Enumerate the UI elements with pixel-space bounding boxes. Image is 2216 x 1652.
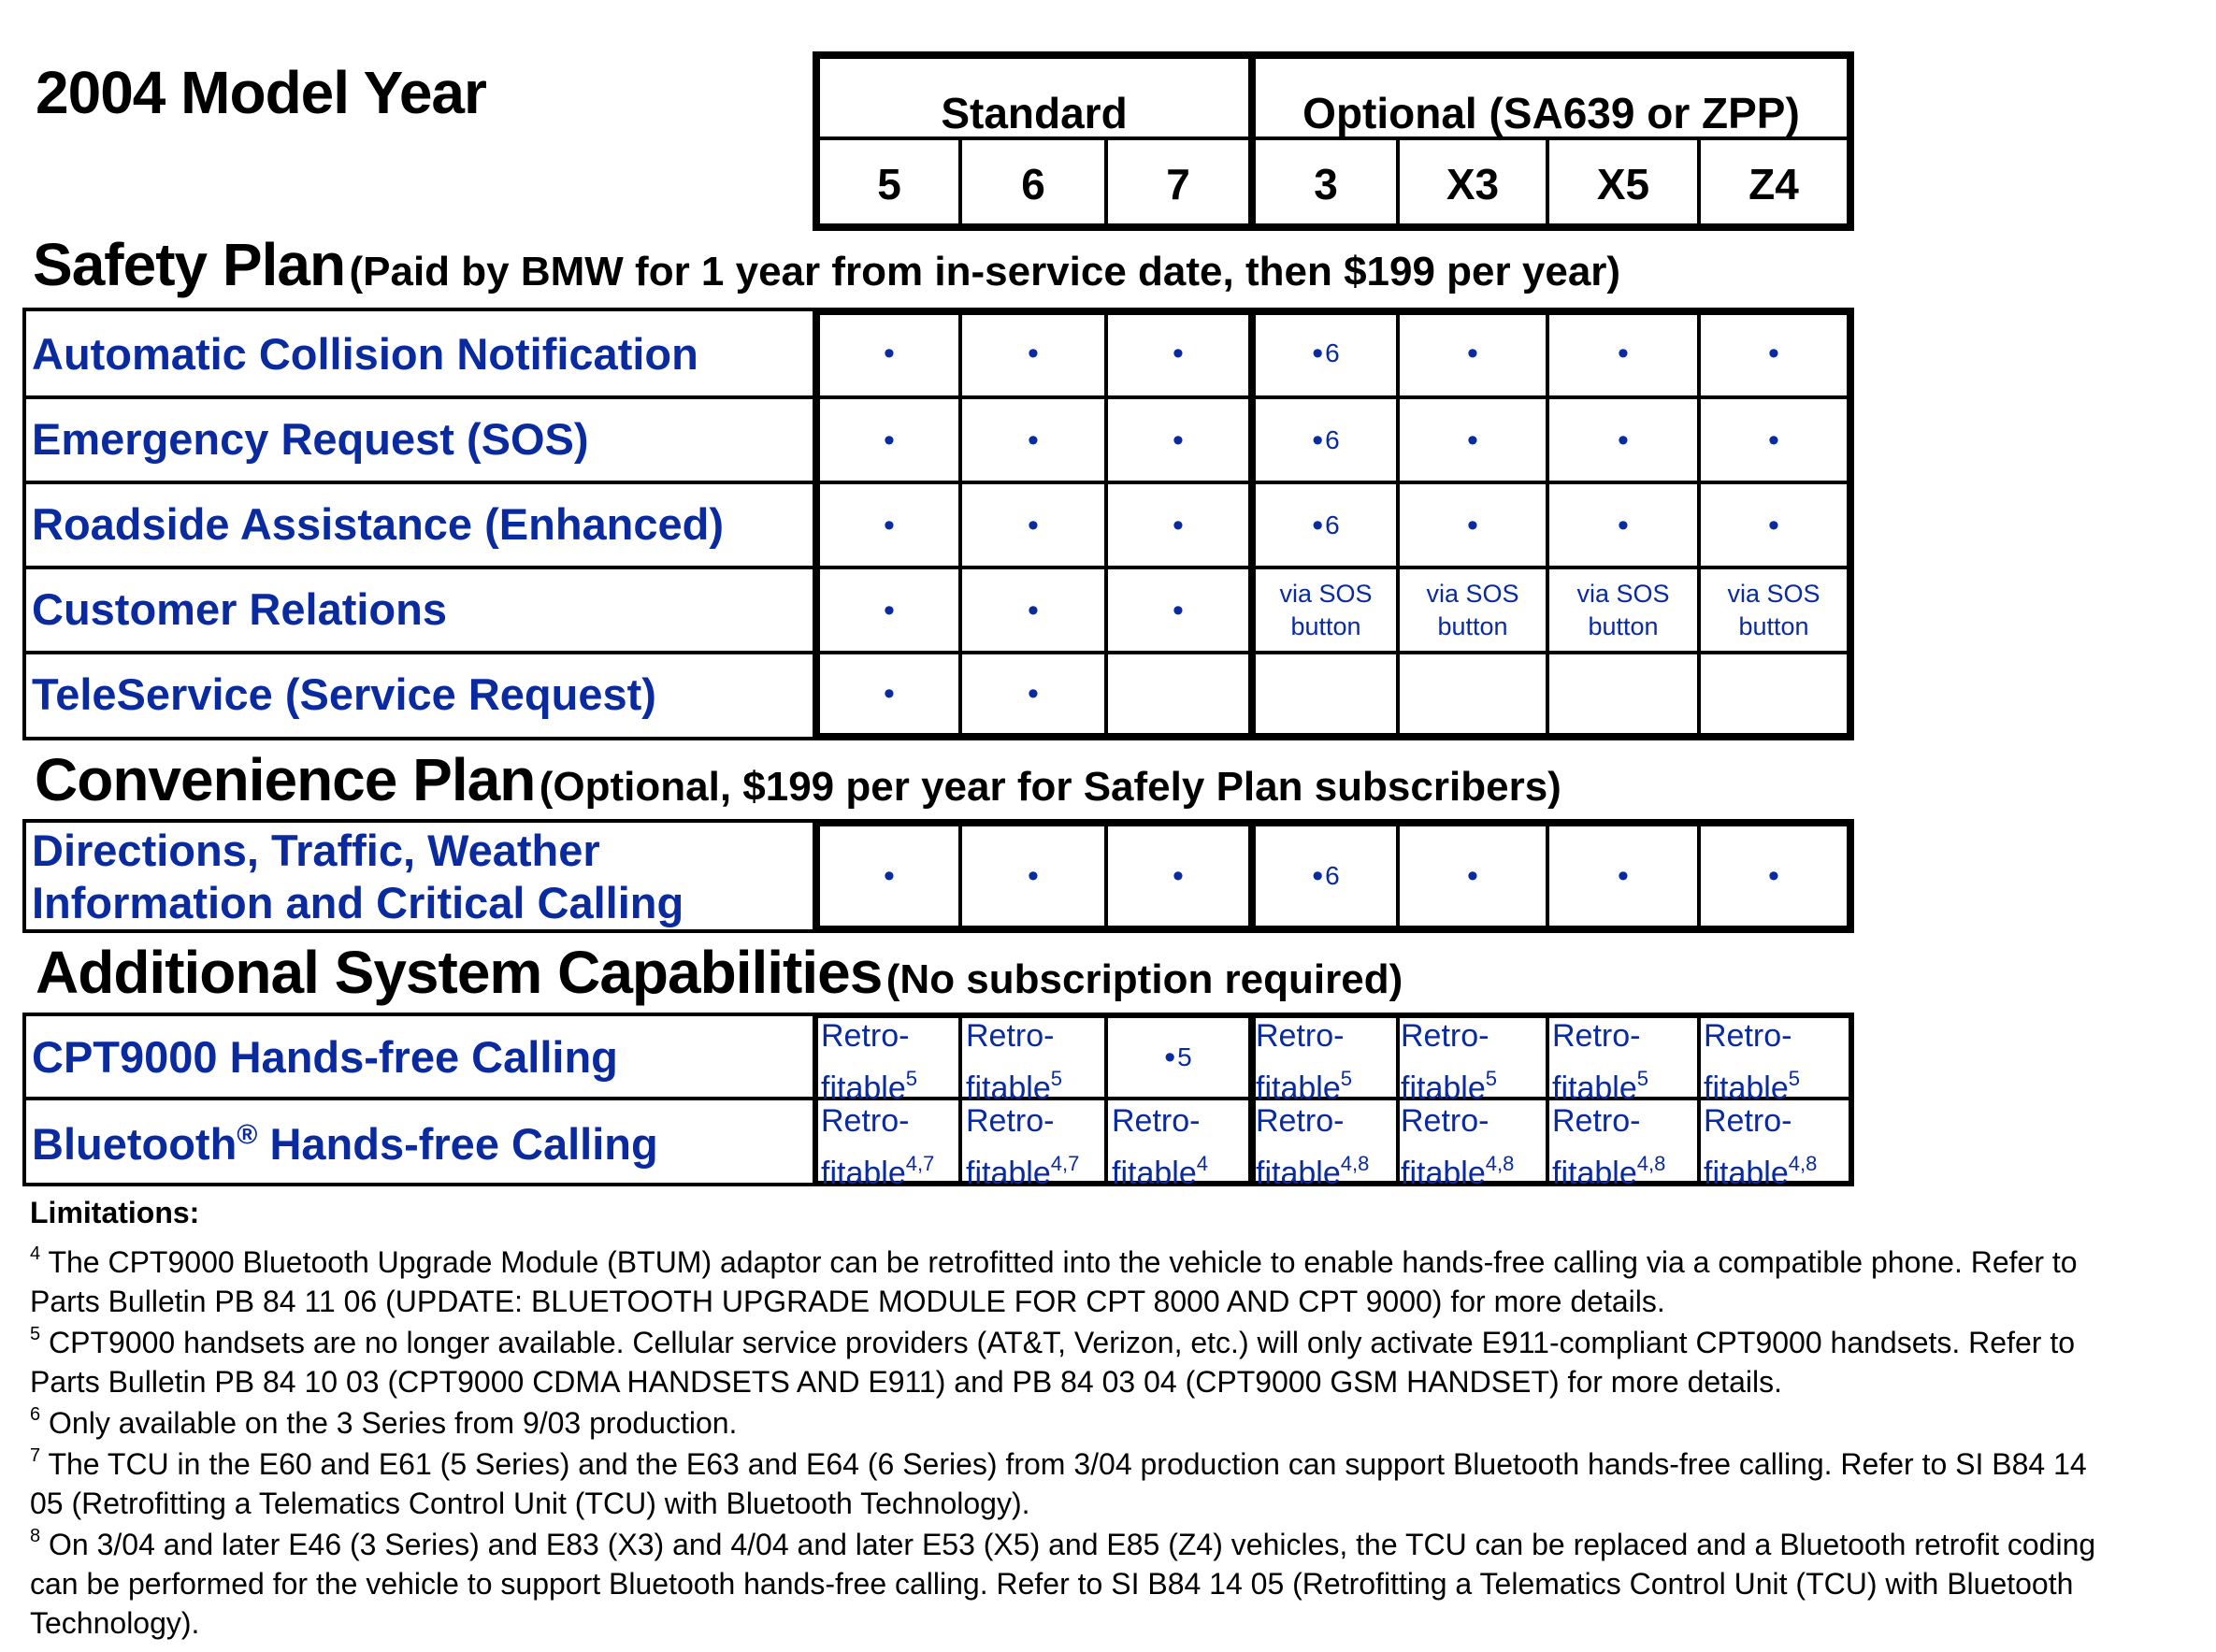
- retro-text: fitable: [1401, 1070, 1486, 1106]
- availability-dot: •: [1028, 592, 1039, 628]
- via-sos-cell: [1256, 569, 1396, 651]
- retrofitable-cell: [1552, 1099, 1665, 1195]
- availability-dot: •: [1312, 336, 1324, 371]
- availability-dot: •: [884, 858, 895, 894]
- header-model-3: 3: [1314, 160, 1338, 208]
- retrofitable-cell: [821, 1099, 934, 1195]
- footnote-text: 05 (Retrofitting a Telematics Control Unit (TCU) with Bluetooth Technology).: [30, 1487, 1030, 1520]
- header-model-x5: X5: [1596, 160, 1650, 208]
- availability-dot: •: [1312, 507, 1324, 543]
- footnote-ref: 4,7: [1050, 1152, 1080, 1175]
- footnote-text: Technology).: [30, 1606, 200, 1640]
- retro-text: Retro-: [1552, 1103, 1641, 1139]
- header-group-divider: [1248, 51, 1256, 231]
- footnote-text: The CPT9000 Bluetooth Upgrade Module (BTUM) adaptor can be retrofitted into the vehicle to enable hands-free calling via a compatible phone. Refer to: [40, 1245, 2078, 1279]
- retro-text: fitable: [1704, 1070, 1789, 1106]
- availability-dot: •: [1467, 507, 1478, 543]
- availability-dot: •: [884, 422, 895, 458]
- retrofitable-cell: [966, 1014, 1062, 1110]
- footnote-5: [30, 1314, 2199, 1401]
- footnote-ref: 6: [1325, 338, 1340, 367]
- availability-dot: •: [1768, 422, 1779, 458]
- retro-text: fitable: [1552, 1070, 1637, 1106]
- retro-text: Retro-: [821, 1103, 910, 1139]
- availability-dot-note: [1108, 1018, 1248, 1097]
- additional-col-divider: [1396, 1013, 1400, 1186]
- header-model-x3: X3: [1446, 160, 1500, 208]
- row-label-information: Information and Critical Calling: [32, 878, 684, 927]
- row-label-directions: Directions, Traffic, Weather: [32, 826, 600, 875]
- availability-dot: •: [1467, 858, 1478, 894]
- footnote-ref: 4,7: [905, 1152, 935, 1175]
- header-model-z4: Z4: [1748, 160, 1799, 208]
- footnote-7: [30, 1436, 2199, 1523]
- footnote-ref: 5: [1340, 1067, 1352, 1090]
- availability-dot: •: [1467, 422, 1478, 458]
- via-sos-cell: [1701, 569, 1847, 651]
- additional-col-divider: [958, 1013, 962, 1186]
- limitations-heading: Limitations:: [30, 1196, 200, 1229]
- footnote-text: On 3/04 and later E46 (3 Series) and E83 (X3) and 4/04 and later E53 (X5) and E85 (Z4) vehicles, the TCU can be replaced and a Bluetooth retrofit coding: [40, 1528, 2096, 1561]
- availability-dot: •: [1312, 422, 1324, 458]
- availability-dot-note: [1256, 311, 1396, 395]
- retro-text: Retro-: [966, 1018, 1055, 1054]
- retro-text: Retro-: [1401, 1018, 1489, 1054]
- footnote-number: 4: [30, 1243, 41, 1264]
- bluetooth-text: Hands-free Calling: [257, 1119, 658, 1169]
- retro-text: fitable: [1401, 1156, 1486, 1191]
- retrofitable-cell: [1401, 1014, 1497, 1110]
- footnote-ref: 6: [1325, 424, 1340, 454]
- via-sos-text: button: [1738, 611, 1809, 640]
- retro-text: fitable: [966, 1156, 1051, 1191]
- page-title: 2004 Model Year: [36, 59, 486, 126]
- availability-dot: •: [1028, 858, 1039, 894]
- availability-dot: •: [1028, 422, 1039, 458]
- retrofitable-cell: [821, 1014, 917, 1110]
- via-sos-cell: [1549, 569, 1697, 651]
- availability-dot: •: [1173, 422, 1184, 458]
- additional-col-divider: [1546, 1013, 1549, 1186]
- availability-dot: •: [1618, 858, 1629, 894]
- footnote-number: 5: [30, 1324, 41, 1344]
- footnote-ref: 5: [905, 1067, 917, 1090]
- retro-text: Retro-: [1256, 1018, 1345, 1054]
- via-sos-text: via SOS: [1727, 579, 1820, 608]
- retro-text: Retro-: [1401, 1103, 1489, 1139]
- retrofitable-cell: [1704, 1014, 1800, 1110]
- footnote-number: 8: [30, 1526, 41, 1546]
- header-model-5: 5: [877, 160, 901, 208]
- retro-text: Retro-: [966, 1103, 1055, 1139]
- footnote-ref: 4,8: [1340, 1152, 1370, 1175]
- safety-plan-heading: [33, 230, 1620, 299]
- footnote-text: Parts Bulletin PB 84 10 03 (CPT9000 CDMA HANDSETS AND E911) and PB 84 03 04 (CPT9000 GSM HANDSET) for more details.: [30, 1365, 1782, 1399]
- footnote-4: [30, 1234, 2199, 1321]
- retro-text: Retro-: [1704, 1103, 1792, 1139]
- footnote-ref: 5: [1485, 1067, 1497, 1090]
- via-sos-text: button: [1588, 611, 1659, 640]
- row-label-customer-relations: Customer Relations: [32, 584, 447, 634]
- availability-dot-note: [1256, 399, 1396, 481]
- additional-capabilities-heading: [36, 938, 1403, 1007]
- footnote-ref: 5: [1636, 1067, 1648, 1090]
- availability-dot: •: [1173, 507, 1184, 543]
- row-label-sos: Emergency Request (SOS): [32, 414, 589, 464]
- header-model-7: 7: [1166, 160, 1190, 208]
- availability-dot: •: [1768, 858, 1779, 894]
- footnote-number: 7: [30, 1445, 41, 1466]
- header-standard: Standard: [941, 89, 1128, 137]
- footnote-ref: 4,8: [1788, 1152, 1818, 1175]
- retrofitable-cell: [1256, 1014, 1352, 1110]
- retro-text: Retro-: [1256, 1103, 1345, 1139]
- footnote-text: Only available on the 3 Series from 9/03 production.: [40, 1406, 738, 1440]
- footnote-ref: 6: [1325, 861, 1340, 890]
- availability-dot: •: [884, 336, 895, 371]
- availability-dot: •: [884, 507, 895, 543]
- row-label-cpt9000: CPT9000 Hands-free Calling: [32, 1032, 618, 1082]
- retro-text: fitable: [966, 1070, 1051, 1106]
- footnote-ref: 5: [1050, 1067, 1062, 1090]
- safety-plan-title: Safety Plan: [33, 231, 346, 298]
- footnote-text: Parts Bulletin PB 84 11 06 (UPDATE: BLUETOOTH UPGRADE MODULE FOR CPT 8000 AND CPT 9000) for more details.: [30, 1285, 1665, 1318]
- availability-dot: •: [1028, 336, 1039, 371]
- convenience-plan-subtitle: (Optional, $199 per year for Safely Plan subscribers): [539, 764, 1561, 810]
- footnote-8: [30, 1516, 2199, 1643]
- availability-dot: •: [1173, 336, 1184, 371]
- retro-text: fitable: [821, 1156, 906, 1191]
- convenience-plan-heading: [35, 745, 1561, 814]
- availability-dot: •: [1028, 676, 1039, 711]
- availability-dot: •: [1618, 336, 1629, 371]
- availability-dot: •: [1618, 422, 1629, 458]
- header-optional: Optional (SA639 or ZPP): [1302, 89, 1800, 137]
- retro-text: Retro-: [1552, 1018, 1641, 1054]
- availability-dot: •: [1312, 858, 1324, 894]
- retrofitable-cell: [1552, 1014, 1648, 1110]
- footnote-text: The TCU in the E60 and E61 (5 Series) and the E63 and E64 (6 Series) from 3/04 production can support Bluetooth hands-free calling. Refer to SI B84 14: [40, 1447, 2087, 1481]
- retrofitable-cell: [966, 1099, 1079, 1195]
- retrofitable-cell: [1704, 1099, 1817, 1195]
- bluetooth-text: Bluetooth: [32, 1119, 237, 1169]
- footnote-ref: 4,8: [1485, 1152, 1515, 1175]
- availability-dot: •: [1768, 507, 1779, 543]
- via-sos-text: button: [1437, 611, 1508, 640]
- retrofitable-cell: [1112, 1099, 1208, 1195]
- row-label-bluetooth: [32, 1118, 658, 1170]
- availability-dot: •: [1028, 507, 1039, 543]
- additional-capabilities-subtitle: (No subscription required): [885, 956, 1403, 1002]
- via-sos-cell: [1400, 569, 1546, 651]
- footnote-ref: 5: [1788, 1067, 1800, 1090]
- footnote-ref: 5: [1177, 1042, 1192, 1071]
- availability-dot: •: [1164, 1040, 1176, 1075]
- row-label-roadside: Roadside Assistance (Enhanced): [32, 499, 725, 549]
- row-label-teleservice: TeleService (Service Request): [32, 669, 656, 719]
- availability-dot: •: [1618, 507, 1629, 543]
- retrofitable-cell: [1401, 1099, 1514, 1195]
- additional-group-divider: [1248, 1013, 1256, 1186]
- registered-mark: ®: [237, 1119, 258, 1151]
- footnote-ref: 4: [1196, 1152, 1208, 1175]
- additional-capabilities-title: Additional System Capabilities: [36, 939, 883, 1006]
- availability-dot: •: [884, 592, 895, 628]
- footnote-ref: 4,8: [1636, 1152, 1666, 1175]
- retro-text: fitable: [821, 1070, 906, 1106]
- via-sos-text: via SOS: [1279, 579, 1373, 608]
- retro-text: fitable: [1552, 1156, 1637, 1191]
- footnote-text: CPT9000 handsets are no longer available. Cellular service providers (AT&T, Verizon, etc.) will only activate E911-compliant CPT9000 handsets. Refer to: [40, 1326, 2075, 1359]
- footnote-text: can be performed for the vehicle to support Bluetooth hands-free calling. Refer to SI B84 14 05 (Retrofitting a Telematics Control Unit (TCU) with Bluetooth: [30, 1567, 2074, 1601]
- convenience-group-divider: [1248, 819, 1256, 933]
- retro-text: Retro-: [1112, 1103, 1201, 1139]
- retro-text: fitable: [1704, 1156, 1789, 1191]
- convenience-plan-title: Convenience Plan: [35, 746, 536, 813]
- via-sos-text: via SOS: [1576, 579, 1670, 608]
- row-label-acn: Automatic Collision Notification: [32, 329, 698, 379]
- footnote-number: 6: [30, 1404, 41, 1425]
- safety-group-divider: [1248, 308, 1256, 740]
- via-sos-text: via SOS: [1426, 579, 1519, 608]
- availability-dot-note: [1256, 826, 1396, 926]
- availability-dot-note: [1256, 484, 1396, 566]
- header-model-6: 6: [1021, 160, 1045, 208]
- retro-text: fitable: [1112, 1156, 1197, 1191]
- availability-dot: •: [1173, 858, 1184, 894]
- availability-dot: •: [1768, 336, 1779, 371]
- availability-dot: •: [884, 676, 895, 711]
- safety-plan-subtitle: (Paid by BMW for 1 year from in-service date, then $199 per year): [349, 249, 1621, 294]
- availability-dot: •: [1173, 592, 1184, 628]
- additional-col-divider: [1697, 1013, 1701, 1186]
- retro-text: fitable: [1256, 1070, 1341, 1106]
- availability-dot: •: [1467, 336, 1478, 371]
- retro-text: Retro-: [821, 1018, 910, 1054]
- footnote-ref: 6: [1325, 510, 1340, 539]
- retro-text: fitable: [1256, 1156, 1341, 1191]
- retrofitable-cell: [1256, 1099, 1369, 1195]
- retro-text: Retro-: [1704, 1018, 1792, 1054]
- via-sos-text: button: [1290, 611, 1361, 640]
